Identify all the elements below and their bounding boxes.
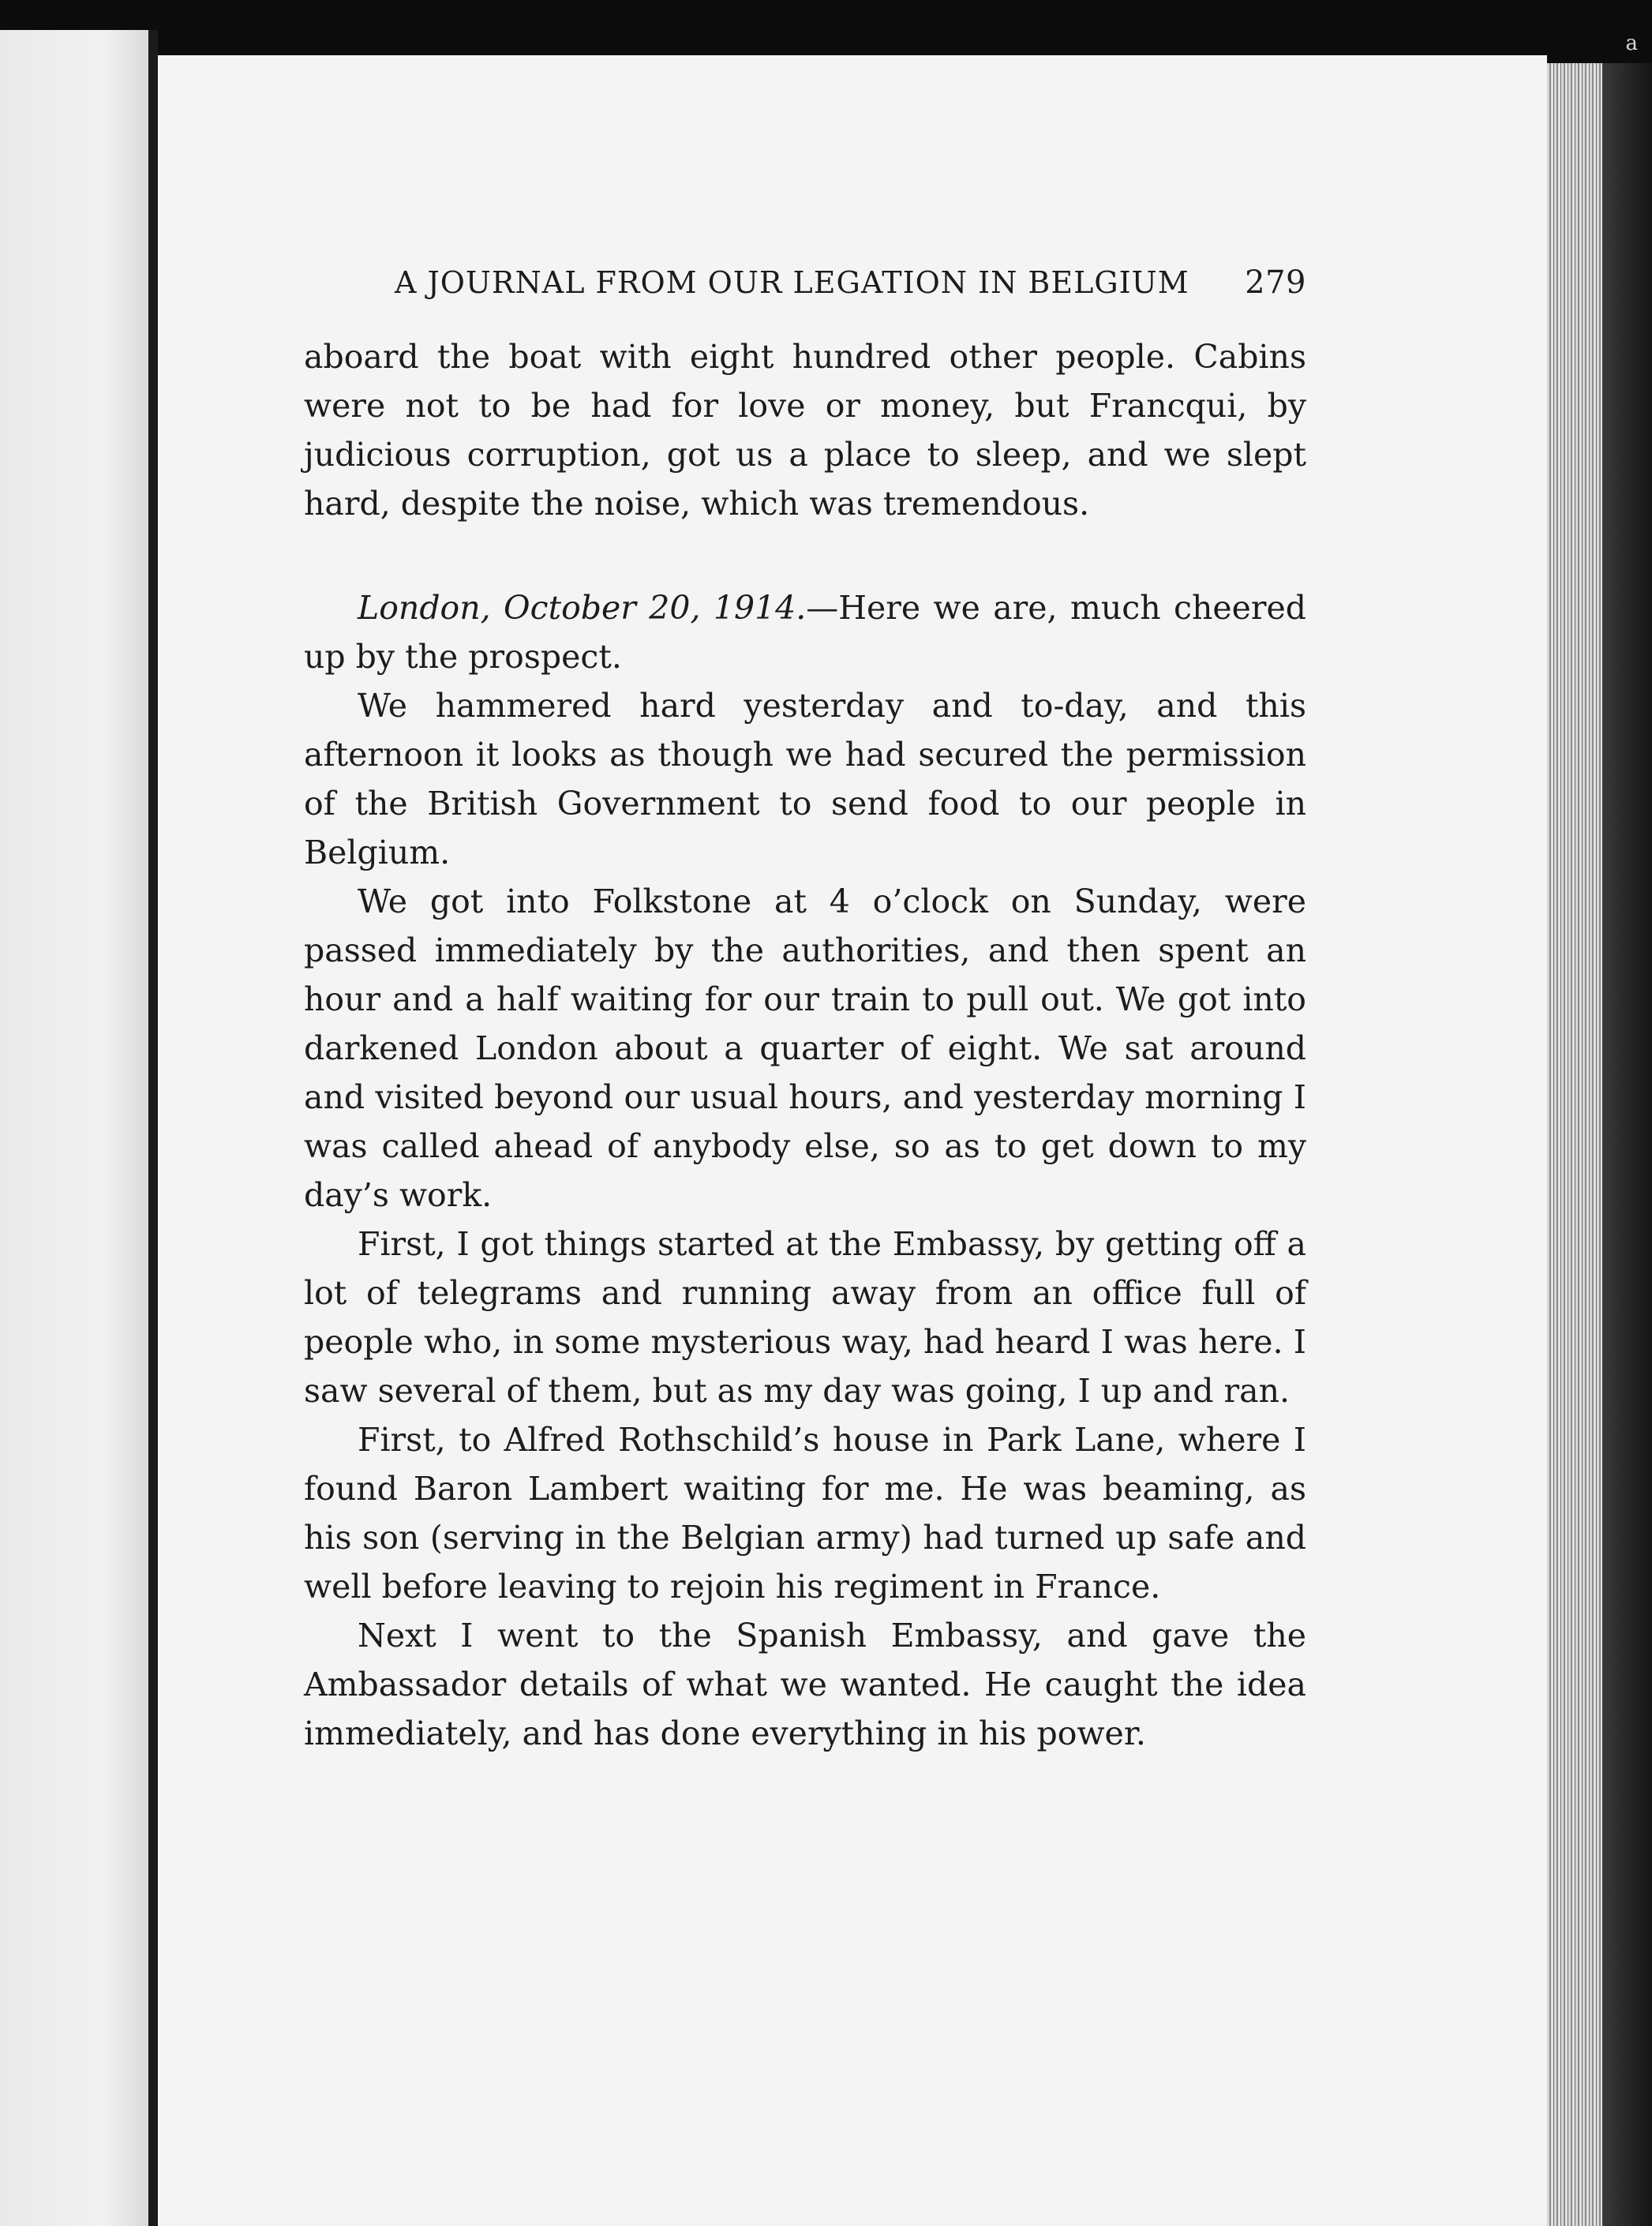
entry-dateline: London, October 20, 1914. [358, 589, 807, 627]
paragraph: First, to Alfred Rothschild’s house in Park Lane, where I found Baron Lambert waiting for me. He was beaming, as his son (serving in the Belgian army) had turned up safe and well before leaving to rejoin his regiment in France. [304, 1421, 1306, 1606]
running-head [395, 264, 1306, 301]
facing-page-edge [0, 30, 150, 2226]
corner-mark: a [1625, 32, 1638, 55]
edge-shadow [1602, 63, 1652, 2226]
entry-text: —Here we are, much cheered up by the prospect. [304, 589, 1306, 676]
journal-entry [304, 583, 1306, 681]
paragraph: First, I got things started at the Embassy, by getting off a lot of telegrams and running away from an office full of people who, in some mysterious way, had heard I was here. I saw several of them, but as my day was going, I up and ran. [304, 1225, 1306, 1410]
paragraph: Next I went to the Spanish Embassy, and gave the Ambassador details of what we wanted. He caught the idea immediately, and has done everything in his power. [304, 1617, 1306, 1752]
binding-gutter [148, 30, 158, 2226]
page-edges [1547, 63, 1602, 2226]
running-head-title: A JOURNAL FROM OUR LEGATION IN BELGIUM [395, 265, 1189, 300]
page-number: 279 [1245, 264, 1306, 301]
paragraph: We hammered hard yesterday and to-day, and this afternoon it looks as though we had secured the permission of the British Government to send food to our people in Belgium. [304, 687, 1306, 871]
paragraph-continuation: aboard the boat with eight hundred other people. Cabins were not to be had for love or money, but Francqui, by judicious corruption, got us a place to sleep, and we slept hard, despite the noise, which was tremendous. [304, 338, 1306, 523]
page-text [304, 264, 1306, 1758]
paragraph: We got into Folkstone at 4 o’clock on Sunday, were passed immediately by the authorities, and then spent an hour and a half waiting for our train to pull out. We got into darkened London about a quarter of eight. We sat around and visited beyond our usual hours, and yesterday morning I was called ahead of anybody else, so as to get down to my day’s work. [304, 883, 1306, 1214]
